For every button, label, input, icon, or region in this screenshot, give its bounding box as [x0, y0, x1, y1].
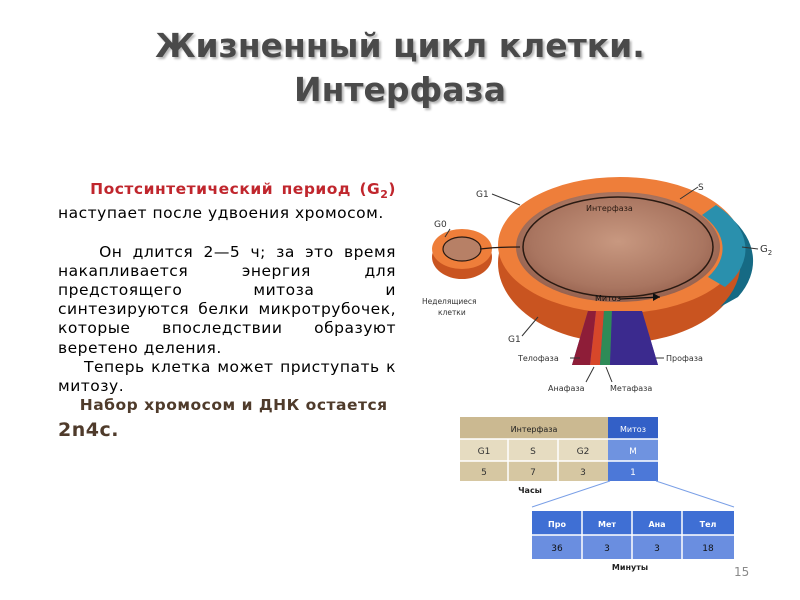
body-text [58, 180, 396, 442]
table1-hours-s: 7 [530, 468, 536, 478]
table1-hours-g1: 5 [481, 468, 487, 478]
table2-minutes-met: 3 [604, 544, 610, 554]
table2-caption: Минуты [611, 563, 649, 572]
label-metaphase: Метафаза [610, 384, 653, 393]
paragraph-formula [58, 421, 396, 441]
table1-phase-m: M [629, 447, 637, 457]
table2-phase-ana: Ана [648, 520, 666, 529]
label-prophase: Профаза [666, 354, 703, 363]
paragraph-postsynthetic [58, 180, 396, 224]
table2-phase-met: Мет [597, 520, 617, 529]
label-nondividing-1: Неделящиеся [422, 297, 477, 306]
slide-title [0, 24, 800, 112]
table2-phase-tel: Тел [699, 520, 717, 529]
paragraph-ready: Теперь клетка может приступать к митозу. [58, 357, 396, 395]
table2-minutes-tel: 18 [702, 544, 714, 554]
table2-minutes-pro: 36 [551, 544, 563, 554]
table1-header-interphase: Интерфаза [510, 425, 558, 434]
table1-phase-g1: G1 [477, 447, 491, 457]
table2-phase-pro: Про [548, 520, 566, 529]
postsynthetic-rest: наступает после удвоения хромосом. [58, 204, 384, 223]
paragraph-duration: Он длится 2—5 ч; за это время накапливается энергия для предстоящего митоза и синтезируются белки микротрубочек, которые впоследствии образуют веретено деления. [58, 242, 396, 357]
table1-caption: Часы [518, 486, 542, 495]
phase-hours-table [460, 417, 658, 495]
table1-hours-g2: 3 [580, 468, 586, 478]
table1-hours-m: 1 [630, 468, 636, 478]
table1-header-mitosis: Митоз [620, 425, 646, 434]
formula-2n4c: 2n4c. [58, 419, 119, 442]
postsynthetic-heading: Постсинтетический период $(G_2)$ [90, 180, 396, 202]
label-nondividing-2: клетки [438, 308, 466, 317]
g0-lobe-inner [443, 237, 481, 261]
label-g1-bottom: G1 [508, 335, 521, 345]
title-line-2: Интерфаза [293, 70, 506, 109]
label-g0: G0 [434, 220, 447, 230]
label-mitosis: Митоз [595, 294, 621, 303]
table1-phase-g2: G2 [576, 447, 590, 457]
label-g2: $G_2$ [760, 244, 773, 257]
label-g1-top: G1 [476, 190, 489, 200]
table2-minutes-ana: 3 [654, 544, 660, 554]
label-telophase: Телофаза [518, 354, 559, 363]
table1-phase-s: S [530, 447, 536, 457]
paragraph-chromosome-set: Набор хромосом и ДНК остается [79, 396, 388, 415]
title-line-1: Жизненный цикл клетки. [155, 26, 645, 65]
label-s: S [698, 183, 704, 193]
label-interphase: Интерфаза [586, 204, 633, 213]
mitosis-minutes-table [532, 511, 734, 572]
cell-cycle-diagram [420, 177, 800, 572]
label-anaphase: Анафаза [548, 384, 585, 393]
slide-number: 15 [734, 565, 750, 579]
